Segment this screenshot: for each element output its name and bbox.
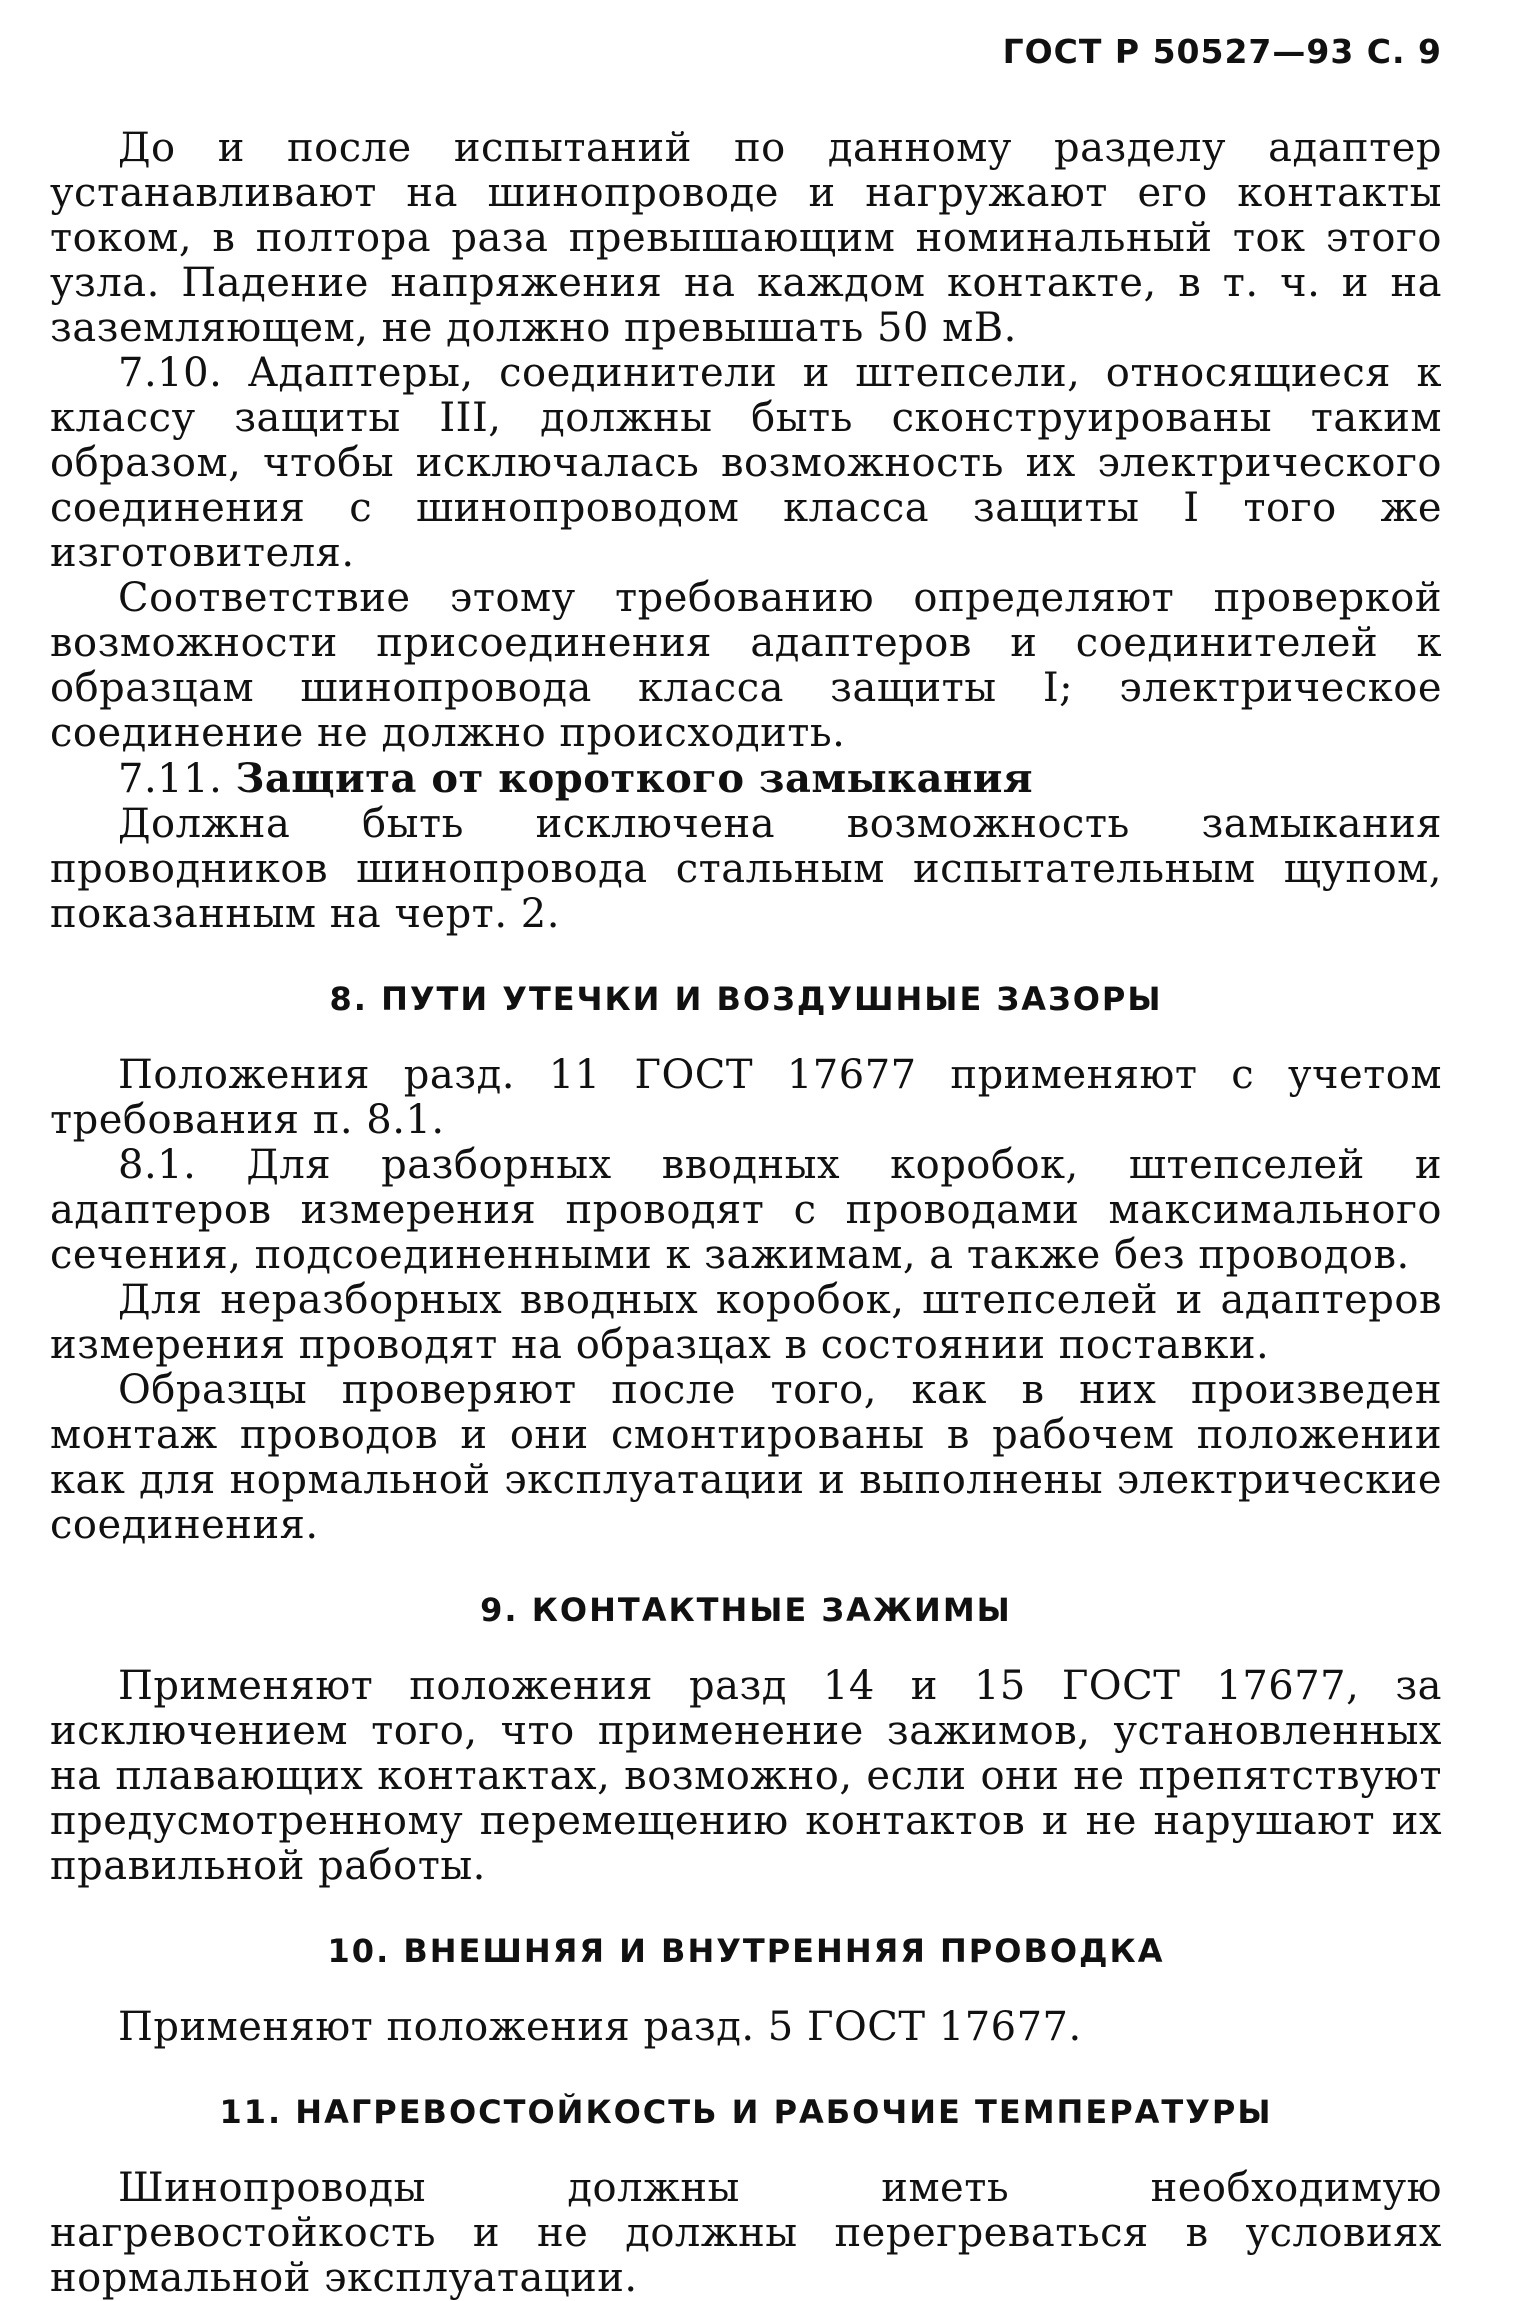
clause-number-7-11: 7.11. [118,756,236,802]
section-11-paragraph-1: Шинопроводы должны иметь необходимую нагревостойкость и не должны перегреваться в условиях нормальной эксплуатации. [50,2165,1442,2301]
section-8-paragraph-2: 8.1. Для разборных вводных коробок, штепселей и адаптеров измерения проводят с проводами максимального сечения, подсоединенными к зажимам, а также без проводов. [50,1142,1442,1278]
section-8-paragraph-4: Образцы проверяют после того, как в них произведен монтаж проводов и они смонтированы в рабочем положении как для нормальной эксплуатации и выполнены электрические соединения. [50,1367,1442,1548]
section-10-heading: 10. ВНЕШНЯЯ И ВНУТРЕННЯЯ ПРОВОДКА [327,1932,1165,1970]
section-10-paragraph-1: Применяют положения разд. 5 ГОСТ 17677. [118,2004,1082,2050]
section-8-paragraph-3: Для неразборных вводных коробок, штепселей и адаптеров измерения проводят на образцах в состоянии поставки. [50,1277,1442,1368]
section-8-heading: 8. ПУТИ УТЕЧКИ И ВОЗДУШНЫЕ ЗАЗОРЫ [329,980,1163,1018]
section-11-heading: 11. НАГРЕВОСТОЙКОСТЬ И РАБОЧИЕ ТЕМПЕРАТУРЫ [219,2093,1273,2131]
paragraph-7-11-title [50,756,1442,802]
body-text [50,126,1442,2301]
paragraph-test-adapter: До и после испытаний по данному разделу адаптер устанавливают на шинопроводе и нагружают его контакты током, в полтора раза превышающим номинальный ток этого узла. Падение напряжения на каждом контакте, в т. ч. и на заземляющем, не должно превышать 50 мВ. [50,125,1442,351]
clause-title-short-circuit: Защита от короткого замыкания [235,755,1034,802]
section-9-heading: 9. КОНТАКТНЫЕ ЗАЖИМЫ [480,1591,1012,1629]
running-header: ГОСТ Р 50527—93 С. 9 [1002,32,1442,71]
document-page [50,0,1442,2301]
section-9-paragraph-1: Применяют положения разд 14 и 15 ГОСТ 17677, за исключением того, что применение зажимов, установленных на плавающих контактах, возможно, если они не препятствуют предусмотренному перемещению контактов и не нарушают их правильной работы. [50,1663,1442,1889]
paragraph-7-11-text: Должна быть исключена возможность замыкания проводников шинопровода стальным испытательным щупом, показанным на черт. 2. [50,801,1442,937]
paragraph-7-10-check: Соответствие этому требованию определяют проверкой возможности присоединения адаптеров и соединителей к образцам шинопровода класса защиты I; электрическое соединение не должно происходить. [50,575,1442,756]
section-8-paragraph-1: Положения разд. 11 ГОСТ 17677 применяют с учетом требования п. 8.1. [50,1052,1442,1143]
paragraph-7-10: 7.10. Адаптеры, соединители и штепсели, относящиеся к классу защиты III, должны быть сконструированы таким образом, чтобы исключалась возможность их электрического соединения с шинопроводом класса защиты I того же изготовителя. [50,350,1442,576]
